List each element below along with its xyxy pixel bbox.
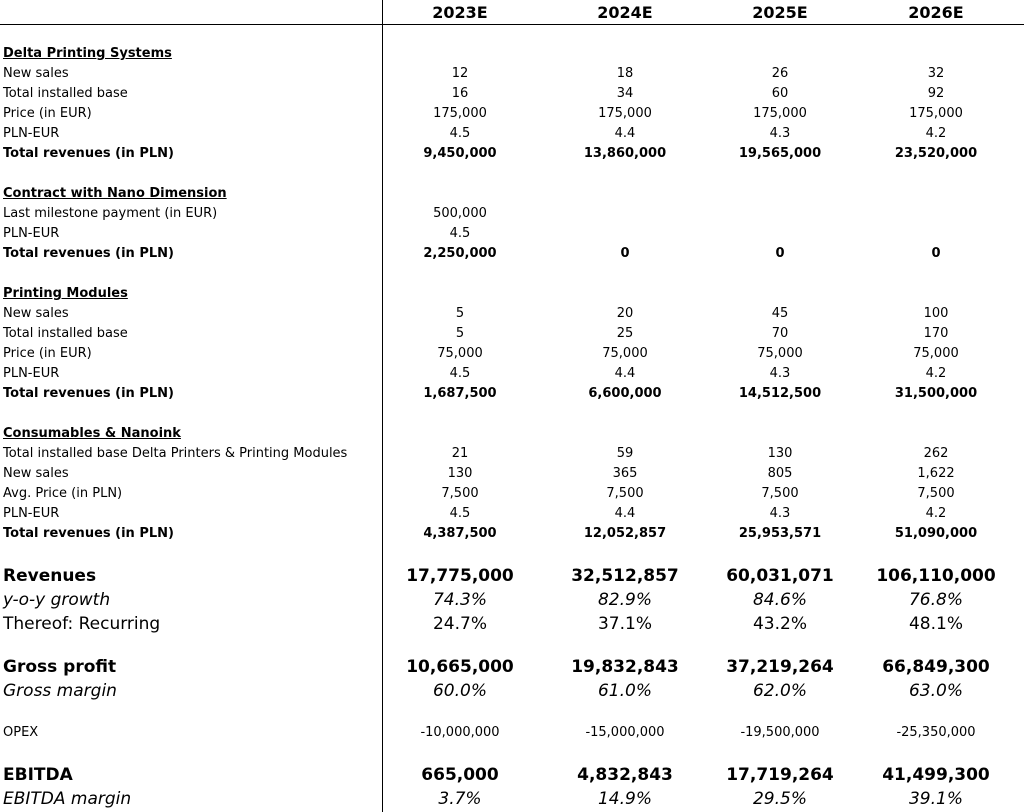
cell-2024[interactable]: 75,000: [602, 346, 648, 361]
cell-2023[interactable]: 12: [451, 66, 469, 81]
table-row: [0, 344, 1024, 364]
cell-2024[interactable]: 25: [616, 326, 634, 341]
row-label: New sales: [3, 466, 69, 481]
cell-2024[interactable]: 4.4: [614, 366, 636, 381]
row-label: Gross profit: [3, 657, 117, 677]
cell-2023[interactable]: 175,000: [433, 106, 487, 121]
cell-2026[interactable]: 4.2: [925, 506, 947, 521]
row-label: PLN-EUR: [3, 366, 60, 381]
total-row: [0, 524, 1024, 544]
cell-2024[interactable]: 175,000: [598, 106, 652, 121]
cell-2025[interactable]: 43.2%: [752, 614, 807, 634]
cell-2023[interactable]: 10,665,000: [406, 657, 514, 677]
year-header-2026[interactable]: 2026E: [908, 3, 964, 22]
cell-2023[interactable]: 1,687,500: [423, 386, 497, 401]
cell-2025[interactable]: 14,512,500: [738, 386, 822, 401]
gross-margin-row: [0, 679, 1024, 703]
cell-2024[interactable]: 0: [620, 246, 630, 261]
cell-2026[interactable]: 76.8%: [908, 590, 963, 610]
table-row: [0, 324, 1024, 344]
cell-2024[interactable]: -15,000,000: [585, 725, 665, 740]
cell-2026[interactable]: -25,350,000: [896, 725, 976, 740]
row-label: Thereof: Recurring: [3, 614, 161, 634]
row-label: Revenues: [3, 566, 97, 586]
cell-2023[interactable]: 500,000: [433, 206, 487, 221]
cell-2026[interactable]: 92: [927, 86, 945, 101]
row-label: Price (in EUR): [3, 346, 92, 361]
cell-2023[interactable]: 16: [451, 86, 469, 101]
section-title: Consumables & Nanoink: [3, 426, 181, 441]
cell-2023[interactable]: 21: [451, 446, 469, 461]
cell-2026[interactable]: 106,110,000: [876, 566, 996, 586]
cell-2024[interactable]: 19,832,843: [571, 657, 679, 677]
cell-2026[interactable]: 31,500,000: [894, 386, 978, 401]
table-row: [0, 104, 1024, 124]
section-heading-row: [0, 424, 1024, 444]
row-label: OPEX: [3, 725, 39, 740]
row-label: Total installed base Delta Printers & Printing Modules: [3, 446, 348, 461]
gross-profit-row: [0, 655, 1024, 679]
cell-2025[interactable]: 29.5%: [752, 789, 807, 809]
cell-2025[interactable]: 805: [767, 466, 793, 481]
ebitda-row: [0, 763, 1024, 787]
row-label: New sales: [3, 66, 69, 81]
table-row: [0, 364, 1024, 384]
table-row: [0, 204, 1024, 224]
row-label: y-o-y growth: [3, 590, 111, 610]
cell-2026[interactable]: 23,520,000: [894, 146, 978, 161]
table-row: [0, 484, 1024, 504]
cell-2025[interactable]: -19,500,000: [740, 725, 820, 740]
cell-2024[interactable]: 4.4: [614, 506, 636, 521]
section-title: Printing Modules: [3, 286, 128, 301]
table-row: [0, 124, 1024, 144]
cell-2025[interactable]: 84.6%: [752, 590, 807, 610]
row-label: Total revenues (in PLN): [3, 246, 174, 261]
table-row: [0, 304, 1024, 324]
cell-2026[interactable]: 0: [931, 246, 941, 261]
cell-2026[interactable]: 39.1%: [908, 789, 963, 809]
row-label: New sales: [3, 306, 69, 321]
year-header-2024[interactable]: 2024E: [597, 3, 653, 22]
cell-2025[interactable]: 62.0%: [752, 681, 807, 701]
cell-2023[interactable]: 665,000: [421, 765, 499, 785]
section-heading-row: [0, 44, 1024, 64]
row-label: Last milestone payment (in EUR): [3, 206, 218, 221]
cell-2026[interactable]: 262: [923, 446, 949, 461]
cell-2026[interactable]: 32: [927, 66, 945, 81]
cell-2024[interactable]: 34: [616, 86, 634, 101]
cell-2024[interactable]: 37.1%: [597, 614, 652, 634]
section-title: Delta Printing Systems: [3, 46, 172, 61]
cell-2026[interactable]: 175,000: [909, 106, 963, 121]
row-label: EBITDA: [3, 765, 73, 785]
total-row: [0, 244, 1024, 264]
cell-2024[interactable]: 14.9%: [597, 789, 652, 809]
row-label: PLN-EUR: [3, 226, 60, 241]
ebitda-margin-row: [0, 787, 1024, 811]
total-row: [0, 384, 1024, 404]
cell-2026[interactable]: 4.2: [925, 366, 947, 381]
cell-2024[interactable]: 12,052,857: [583, 526, 667, 541]
cell-2025[interactable]: 60,031,071: [726, 566, 834, 586]
cell-2023[interactable]: 2,250,000: [423, 246, 497, 261]
cell-2026[interactable]: 66,849,300: [882, 657, 990, 677]
cell-2025[interactable]: 19,565,000: [738, 146, 822, 161]
cell-2023[interactable]: 4.5: [449, 226, 471, 241]
recurring-row: [0, 612, 1024, 636]
row-label: PLN-EUR: [3, 126, 60, 141]
cell-2025[interactable]: 37,219,264: [726, 657, 834, 677]
cell-2024[interactable]: 6,600,000: [588, 386, 662, 401]
row-label: Total installed base: [3, 86, 128, 101]
yoy-growth-row: [0, 588, 1024, 612]
cell-2023[interactable]: 17,775,000: [406, 566, 514, 586]
cell-2024[interactable]: 4,832,843: [577, 765, 673, 785]
cell-2025[interactable]: 4.3: [769, 506, 791, 521]
cell-2026[interactable]: 4.2: [925, 126, 947, 141]
row-label: Total revenues (in PLN): [3, 146, 174, 161]
cell-2023[interactable]: 7,500: [441, 486, 479, 501]
cell-2023[interactable]: -10,000,000: [420, 725, 500, 740]
cell-2024[interactable]: 32,512,857: [571, 566, 679, 586]
cell-2025[interactable]: 4.3: [769, 126, 791, 141]
cell-2023[interactable]: 5: [455, 326, 465, 341]
cell-2025[interactable]: 60: [771, 86, 789, 101]
table-row: [0, 464, 1024, 484]
cell-2025[interactable]: 45: [771, 306, 789, 321]
cell-2023[interactable]: 4,387,500: [423, 526, 497, 541]
cell-2026[interactable]: 100: [923, 306, 949, 321]
cell-2026[interactable]: 7,500: [917, 486, 955, 501]
cell-2026[interactable]: 1,622: [917, 466, 955, 481]
table-row: [0, 504, 1024, 524]
cell-2026[interactable]: 41,499,300: [882, 765, 990, 785]
cell-2025[interactable]: 7,500: [761, 486, 799, 501]
year-header-2025[interactable]: 2025E: [752, 3, 808, 22]
cell-2023[interactable]: 130: [447, 466, 473, 481]
cell-2023[interactable]: 5: [455, 306, 465, 321]
table-row: [0, 64, 1024, 84]
row-label: Total revenues (in PLN): [3, 386, 174, 401]
cell-2024[interactable]: 82.9%: [597, 590, 652, 610]
cell-2023[interactable]: 24.7%: [432, 614, 487, 634]
cell-2023[interactable]: 4.5: [449, 506, 471, 521]
cell-2023[interactable]: 60.0%: [432, 681, 487, 701]
cell-2025[interactable]: 70: [771, 326, 789, 341]
year-header-2023[interactable]: 2023E: [432, 3, 488, 22]
table-row: [0, 84, 1024, 104]
total-row: [0, 144, 1024, 164]
cell-2025[interactable]: 75,000: [757, 346, 803, 361]
cell-2025[interactable]: 25,953,571: [738, 526, 822, 541]
row-label: Total revenues (in PLN): [3, 526, 174, 541]
table-row: [0, 444, 1024, 464]
cell-2025[interactable]: 130: [767, 446, 793, 461]
cell-2025[interactable]: 4.3: [769, 366, 791, 381]
row-label: Total installed base: [3, 326, 128, 341]
cell-2025[interactable]: 26: [771, 66, 789, 81]
cell-2024[interactable]: 18: [616, 66, 634, 81]
cell-2024[interactable]: 59: [616, 446, 634, 461]
cell-2023[interactable]: 3.7%: [438, 789, 482, 809]
cell-2025[interactable]: 175,000: [753, 106, 807, 121]
cell-2026[interactable]: 63.0%: [908, 681, 963, 701]
cell-2023[interactable]: 4.5: [449, 366, 471, 381]
cell-2024[interactable]: 13,860,000: [583, 146, 667, 161]
cell-2025[interactable]: 17,719,264: [726, 765, 834, 785]
header-row: [0, 1, 1024, 25]
cell-2024[interactable]: 20: [616, 306, 634, 321]
row-label: Price (in EUR): [3, 106, 92, 121]
cell-2023[interactable]: 74.3%: [432, 590, 487, 610]
cell-2023[interactable]: 75,000: [437, 346, 483, 361]
row-label: Gross margin: [3, 681, 117, 701]
cell-2026[interactable]: 51,090,000: [894, 526, 978, 541]
cell-2023[interactable]: 4.5: [449, 126, 471, 141]
cell-2024[interactable]: 7,500: [606, 486, 644, 501]
cell-2023[interactable]: 9,450,000: [423, 146, 497, 161]
table-row: [0, 224, 1024, 244]
row-label: Avg. Price (in PLN): [3, 486, 123, 501]
row-label: EBITDA margin: [3, 789, 132, 809]
revenues-row: [0, 564, 1024, 588]
cell-2024[interactable]: 4.4: [614, 126, 636, 141]
section-heading-row: [0, 284, 1024, 304]
cell-2024[interactable]: 365: [612, 466, 638, 481]
cell-2025[interactable]: 0: [775, 246, 785, 261]
cell-2026[interactable]: 170: [923, 326, 949, 341]
cell-2024[interactable]: 61.0%: [597, 681, 652, 701]
cell-2026[interactable]: 48.1%: [908, 614, 963, 634]
opex-row: [0, 723, 1024, 743]
cell-2026[interactable]: 75,000: [913, 346, 959, 361]
row-label: PLN-EUR: [3, 506, 60, 521]
section-heading-row: [0, 184, 1024, 204]
section-title: Contract with Nano Dimension: [3, 186, 227, 201]
